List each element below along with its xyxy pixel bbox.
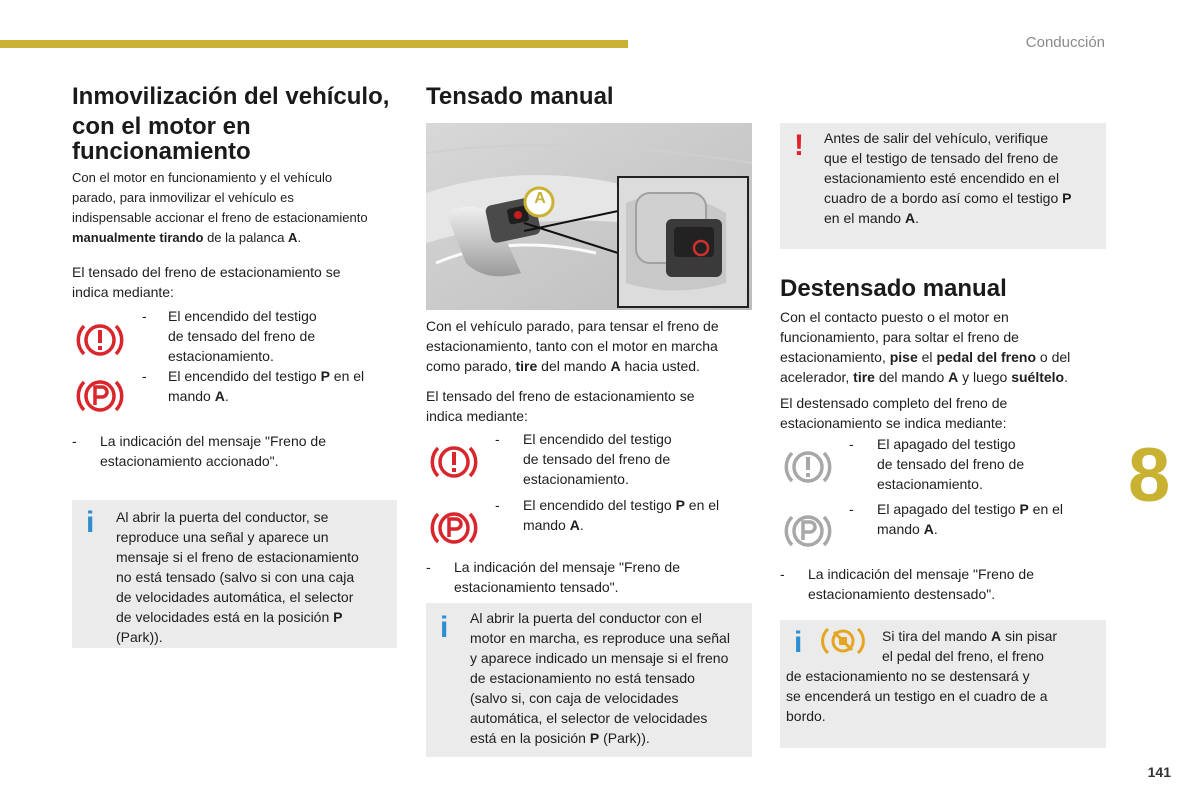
warning-text: Antes de salir del vehículo, verifique que el testigo de tensado del freno de estacionamiento esté encendido en el cuadro de a bordo así como el testigo P en el mando A.: [824, 130, 1072, 226]
intro-paragraph: [72, 168, 407, 248]
header-accent-bar: [0, 40, 628, 48]
brake-exclamation-off-icon: [783, 445, 833, 489]
info-box: [426, 603, 752, 757]
brake-exclamation-icon: [429, 440, 479, 484]
text-line: parado, para inmovilizar el vehículo es: [72, 190, 294, 205]
text-line: indispensable accionar el freno de estacionamiento: [72, 210, 368, 225]
bullet-list: [142, 306, 402, 406]
info-box: [72, 500, 397, 648]
text-line: El tensado del freno de estacionamiento se: [72, 264, 341, 280]
text-line: Con el motor en funcionamiento y el vehículo: [72, 170, 333, 185]
bullet-list: [495, 429, 755, 535]
list-item: - El apagado del testigo de tensado del freno de estacionamiento.: [849, 436, 1025, 492]
callout-label-a: A: [534, 190, 546, 207]
info-text-head: Si tira del mando A sin pisar el pedal del freno, el freno: [882, 628, 1058, 664]
list-item: - La indicación del mensaje "Freno de estacionamiento tensado".: [426, 559, 680, 595]
heading-line: Inmovilización del vehículo,: [72, 83, 390, 110]
list-item: - El encendido del testigo de tensado del freno de estacionamiento.: [495, 431, 672, 487]
section-heading-manual-release: Destensado manual: [780, 275, 1007, 302]
brake-exclamation-icon: [75, 318, 125, 362]
indicated-paragraph: El destensado completo del freno de estacionamiento se indica mediante:: [780, 395, 1008, 431]
list-item: - La indicación del mensaje "Freno de estacionamiento accionado".: [72, 433, 326, 469]
info-icon: i: [440, 611, 449, 644]
info-text: Al abrir la puerta del conductor, se reproduce una señal y aparece un mensaje si el freno de estacionamiento no está tensado (salvo si con una caja de velocidades automática, el selector de velocidades está en la posición P (Park)).: [116, 509, 359, 645]
brake-p-off-icon: [783, 509, 833, 553]
section-heading-immobilization: [72, 84, 412, 164]
list-item: - El encendido del testigo de tensado del freno de estacionamiento.: [142, 308, 317, 364]
warning-box: [780, 123, 1106, 249]
exclamation-icon: !: [794, 129, 804, 162]
section-heading-manual-apply: Tensado manual: [426, 83, 614, 110]
text-line: manualmente tirando de la palanca A.: [72, 230, 302, 245]
info-icon: i: [86, 506, 95, 539]
info-text-body: de estacionamiento no se destensará y se encenderá un testigo en el cuadro de a bordo.: [786, 668, 1048, 724]
bullet-list: [849, 434, 1109, 539]
info-text: Al abrir la puerta del conductor con el motor en marcha, es reproduce una señal y aparece indicado un mensaje si el freno de estacionamiento no está tensado (salvo si, con caja de velocidades automática, el selector de velocidades está en la posición P (Park)).: [470, 610, 730, 746]
heading-line: con el motor en: [72, 113, 251, 140]
chapter-number: 8: [1128, 433, 1171, 518]
brake-p-icon: [429, 506, 479, 550]
crossed-pedal-icon: [818, 624, 868, 658]
indicated-paragraph: El tensado del freno de estacionamiento se indica mediante:: [426, 388, 695, 424]
apply-paragraph: Con el vehículo parado, para tensar el freno de estacionamiento, tanto con el motor en marcha como parado, tire del mando A hacia usted.: [426, 318, 719, 374]
list-item: - La indicación del mensaje "Freno de estacionamiento destensado".: [780, 566, 1034, 602]
page-number: 141: [1147, 764, 1171, 780]
info-icon: i: [794, 626, 803, 659]
section-title: Conducción: [1025, 34, 1105, 51]
list-item: - El encendido del testigo P en el mando A.: [142, 368, 365, 404]
parking-brake-illustration: [426, 123, 752, 310]
indicated-paragraph: [72, 262, 407, 302]
brake-p-icon: [75, 374, 125, 418]
list-item: - El apagado del testigo P en el mando A.: [849, 501, 1064, 537]
release-paragraph: Con el contacto puesto o el motor en funcionamiento, para soltar el freno de estacionamiento, pise el pedal del freno o del acelerador, tire del mando A y luego suéltelo.: [780, 309, 1071, 385]
text-line: indica mediante:: [72, 284, 174, 300]
info-box: [780, 620, 1106, 748]
list-item: - El encendido del testigo P en el mando A.: [495, 497, 720, 533]
heading-line: funcionamiento: [72, 138, 251, 165]
